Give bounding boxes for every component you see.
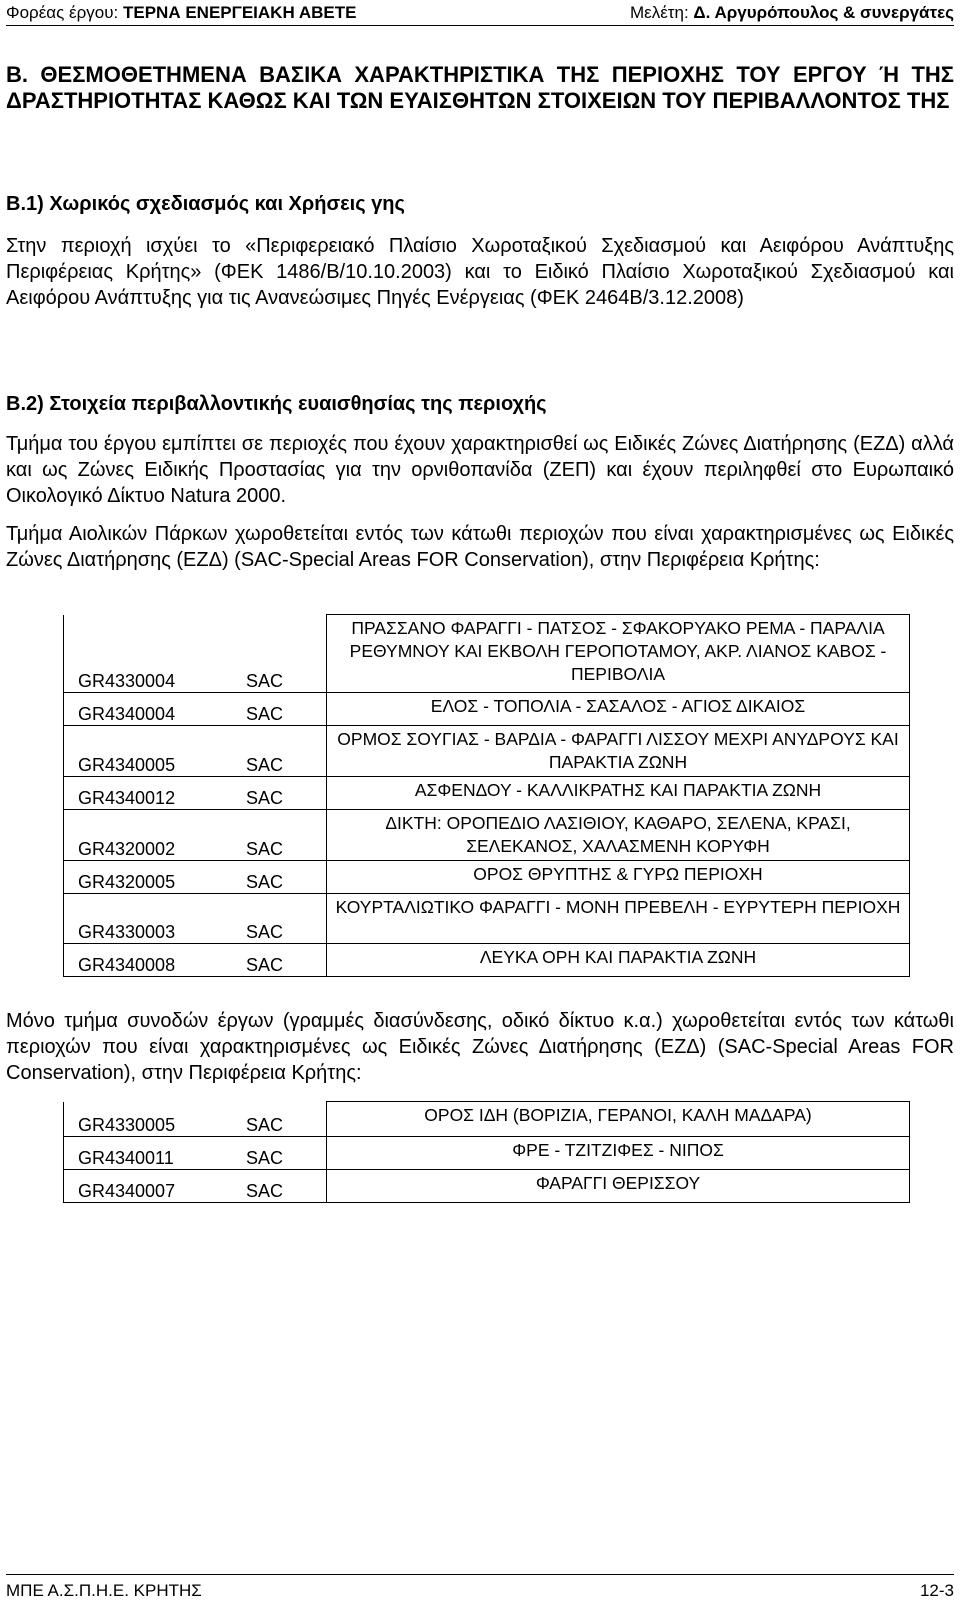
- table-row: [64, 693, 910, 726]
- zone-description: ΔΙΚΤΗ: ΟΡΟΠΕΔΙΟ ΛΑΣΙΘΙΟΥ, ΚΑΘΑΡΟ, ΣΕΛΕΝΑ, ΚΡΑΣΙ, ΣΕΛΕΚΑΝΟΣ, ΧΑΛΑΣΜΕΝΗ ΚΟΡΥΦΗ: [327, 810, 910, 861]
- section-2-paragraph-1: Τμήμα του έργου εμπίπτει σε περιοχές που έχουν χαρακτηρισθεί ως Ειδικές Ζώνες Διατήρησης (ΕΖΔ) αλλά και ως Ζώνες Ειδικής Προστασίας για την ορνιθοπανίδα (ΖΕΠ) και έχουν περιληφθεί στο Ευρωπαικό Οικολογικό Δίκτυο Natura 2000.: [6, 433, 954, 507]
- header-study-value: Δ. Αργυρόπουλος & συνεργάτες: [693, 3, 954, 22]
- table-row: [64, 944, 910, 977]
- zone-code: GR4340004: [64, 693, 247, 726]
- zone-description: ΑΣΦΕΝΔΟΥ - ΚΑΛΛΙΚΡΑΤΗΣ ΚΑΙ ΠΑΡΑΚΤΙΑ ΖΩΝΗ: [327, 777, 910, 810]
- zone-description: ΦΑΡΑΓΓΙ ΘΕΡΙΣΣΟΥ: [327, 1170, 910, 1203]
- table-row: [64, 861, 910, 894]
- zone-code: GR4340005: [64, 726, 247, 777]
- table-row: [64, 726, 910, 777]
- zone-description: ΟΡΟΣ ΙΔΗ (ΒΟΡΙΖΙΑ, ΓΕΡΑΝΟΙ, ΚΑΛΗ ΜΑΔΑΡΑ): [327, 1102, 910, 1137]
- zone-code: GR4340011: [64, 1137, 247, 1170]
- table-row: [64, 894, 910, 944]
- footer-page-number: 12-3: [919, 1581, 954, 1600]
- header-project-owner: [6, 3, 356, 23]
- zone-code: GR4330004: [64, 615, 247, 693]
- zone-description: ΟΡΟΣ ΘΡΥΠΤΗΣ & ΓΥΡΩ ΠΕΡΙΟΧΗ: [327, 861, 910, 894]
- section-1-heading: Β.1) Χωρικός σχεδιασμός και Χρήσεις γης: [6, 193, 405, 215]
- zone-type: SAC: [246, 1170, 327, 1203]
- zone-type: SAC: [246, 810, 327, 861]
- zone-description: ΕΛΟΣ - ΤΟΠΟΛΙΑ - ΣΑΣΑΛΟΣ - ΑΓΙΟΣ ΔΙΚΑΙΟΣ: [327, 693, 910, 726]
- page-title: Β. ΘΕΣΜΟΘΕΤΗΜΕΝΑ ΒΑΣΙΚΑ ΧΑΡΑΚΤΗΡΙΣΤΙΚΑ ΤΗΣ ΠΕΡΙΟΧΗΣ ΤΟΥ ΕΡΓΟΥ Ή ΤΗΣ ΔΡΑΣΤΗΡΙΟΤΗΤΑΣ ΚΑΘΩΣ ΚΑΙ ΤΩΝ ΕΥΑΙΣΘΗΤΩΝ ΣΤΟΙΧΕΙΩΝ ΤΟΥ ΠΕΡΙΒΑΛΛΟΝΤΟΣ ΤΗΣ: [6, 62, 954, 113]
- section-2-heading: Β.2) Στοιχεία περιβαλλοντικής ευαισθησίας της περιοχής: [6, 393, 547, 415]
- sac-zones-table-2: [63, 1101, 910, 1203]
- zone-code: GR4320002: [64, 810, 247, 861]
- table-row: [64, 1137, 910, 1170]
- zone-type: SAC: [246, 693, 327, 726]
- zone-description: ΚΟΥΡΤΑΛΙΩΤΙΚΟ ΦΑΡΑΓΓΙ - ΜΟΝΗ ΠΡΕΒΕΛΗ - ΕΥΡΥΤΕΡΗ ΠΕΡΙΟΧΗ: [327, 894, 910, 944]
- zone-description: ΛΕΥΚΑ ΟΡΗ ΚΑΙ ΠΑΡΑΚΤΙΑ ΖΩΝΗ: [327, 944, 910, 977]
- zone-code: GR4340008: [64, 944, 247, 977]
- section-1-text: Στην περιοχή ισχύει το «Περιφερειακό Πλαίσιο Χωροταξικού Σχεδιασμού και Αειφόρου Ανάπτυξης Περιφέρειας Κρήτης» (ΦΕΚ 1486/Β/10.10.2003) και το Ειδικό Πλαίσιο Χωροταξικού Σχεδιασμού και Αειφόρου Ανάπτυξης για τις Ανανεώσιμες Πηγές Ενέργειας (ΦΕΚ 2464Β/3.12.2008): [6, 235, 954, 309]
- zone-type: SAC: [246, 1137, 327, 1170]
- zone-type: SAC: [246, 944, 327, 977]
- zone-description: ΠΡΑΣΣΑΝΟ ΦΑΡΑΓΓΙ - ΠΑΤΣΟΣ - ΣΦΑΚΟΡΥΑΚΟ ΡΕΜΑ - ΠΑΡΑΛΙΑ ΡΕΘΥΜΝΟΥ ΚΑΙ ΕΚΒΟΛΗ ΓΕΡΟΠΟΤΑΜΟΥ, ΑΚΡ. ΛΙΑΝΟΣ ΚΑΒΟΣ - ΠΕΡΙΒΟΛΙΑ: [327, 615, 910, 693]
- table-row: [64, 615, 910, 693]
- table-row: [64, 1170, 910, 1203]
- header-study-label: Μελέτη:: [629, 3, 689, 22]
- section-2-paragraph-2: Τμήμα Αιολικών Πάρκων χωροθετείται εντός των κάτωθι περιοχών που είναι χαρακτηρισμένες ως Ειδικές Ζώνες Διατήρησης (ΕΖΔ) (SAC-Special Areas FOR Conservation), στην Περιφέρεια Κρήτης:: [6, 523, 954, 571]
- footer-document-name: ΜΠΕ Α.Σ.Π.Η.Ε. ΚΡΗΤΗΣ: [6, 1581, 202, 1600]
- zone-code: GR4320005: [64, 861, 247, 894]
- sac-zones-table-1: [63, 614, 910, 977]
- zone-type: SAC: [246, 861, 327, 894]
- header-owner-value: ΤΕΡΝΑ ΕΝΕΡΓΕΙΑΚΗ ΑΒΕΤΕ: [122, 3, 357, 22]
- zone-code: GR4340007: [64, 1170, 247, 1203]
- header-study: [630, 3, 954, 23]
- page-header: [6, 0, 954, 26]
- table-row: [64, 810, 910, 861]
- zone-description: ΟΡΜΟΣ ΣΟΥΓΙΑΣ - ΒΑΡΔΙΑ - ΦΑΡΑΓΓΙ ΛΙΣΣΟΥ ΜΕΧΡΙ ΑΝΥΔΡΟΥΣ ΚΑΙ ΠΑΡΑΚΤΙΑ ΖΩΝΗ: [327, 726, 910, 777]
- zone-code: GR4330005: [64, 1102, 247, 1137]
- zone-type: SAC: [246, 615, 327, 693]
- zone-type: SAC: [246, 1102, 327, 1137]
- zone-type: SAC: [246, 726, 327, 777]
- zone-code: GR4330003: [64, 894, 247, 944]
- zone-type: SAC: [246, 894, 327, 944]
- zone-type: SAC: [246, 777, 327, 810]
- section-2-paragraph-3: Μόνο τμήμα συνοδών έργων (γραμμές διασύνδεσης, οδικό δίκτυο κ.α.) χωροθετείται εντός των κάτωθι περιοχών που είναι χαρακτηρισμένες ως Ειδικές Ζώνες Διατήρησης (ΕΖΔ) (SAC-Special Areas FOR Conservation), στην Περιφέρεια Κρήτης:: [6, 1010, 954, 1084]
- header-owner-label: Φορέας έργου:: [6, 3, 119, 22]
- zone-description: ΦΡΕ - ΤΖΙΤΖΙΦΕΣ - ΝΙΠΟΣ: [327, 1137, 910, 1170]
- zone-code: GR4340012: [64, 777, 247, 810]
- page-footer: [6, 1574, 954, 1605]
- table-row: [64, 777, 910, 810]
- table-row: [64, 1102, 910, 1137]
